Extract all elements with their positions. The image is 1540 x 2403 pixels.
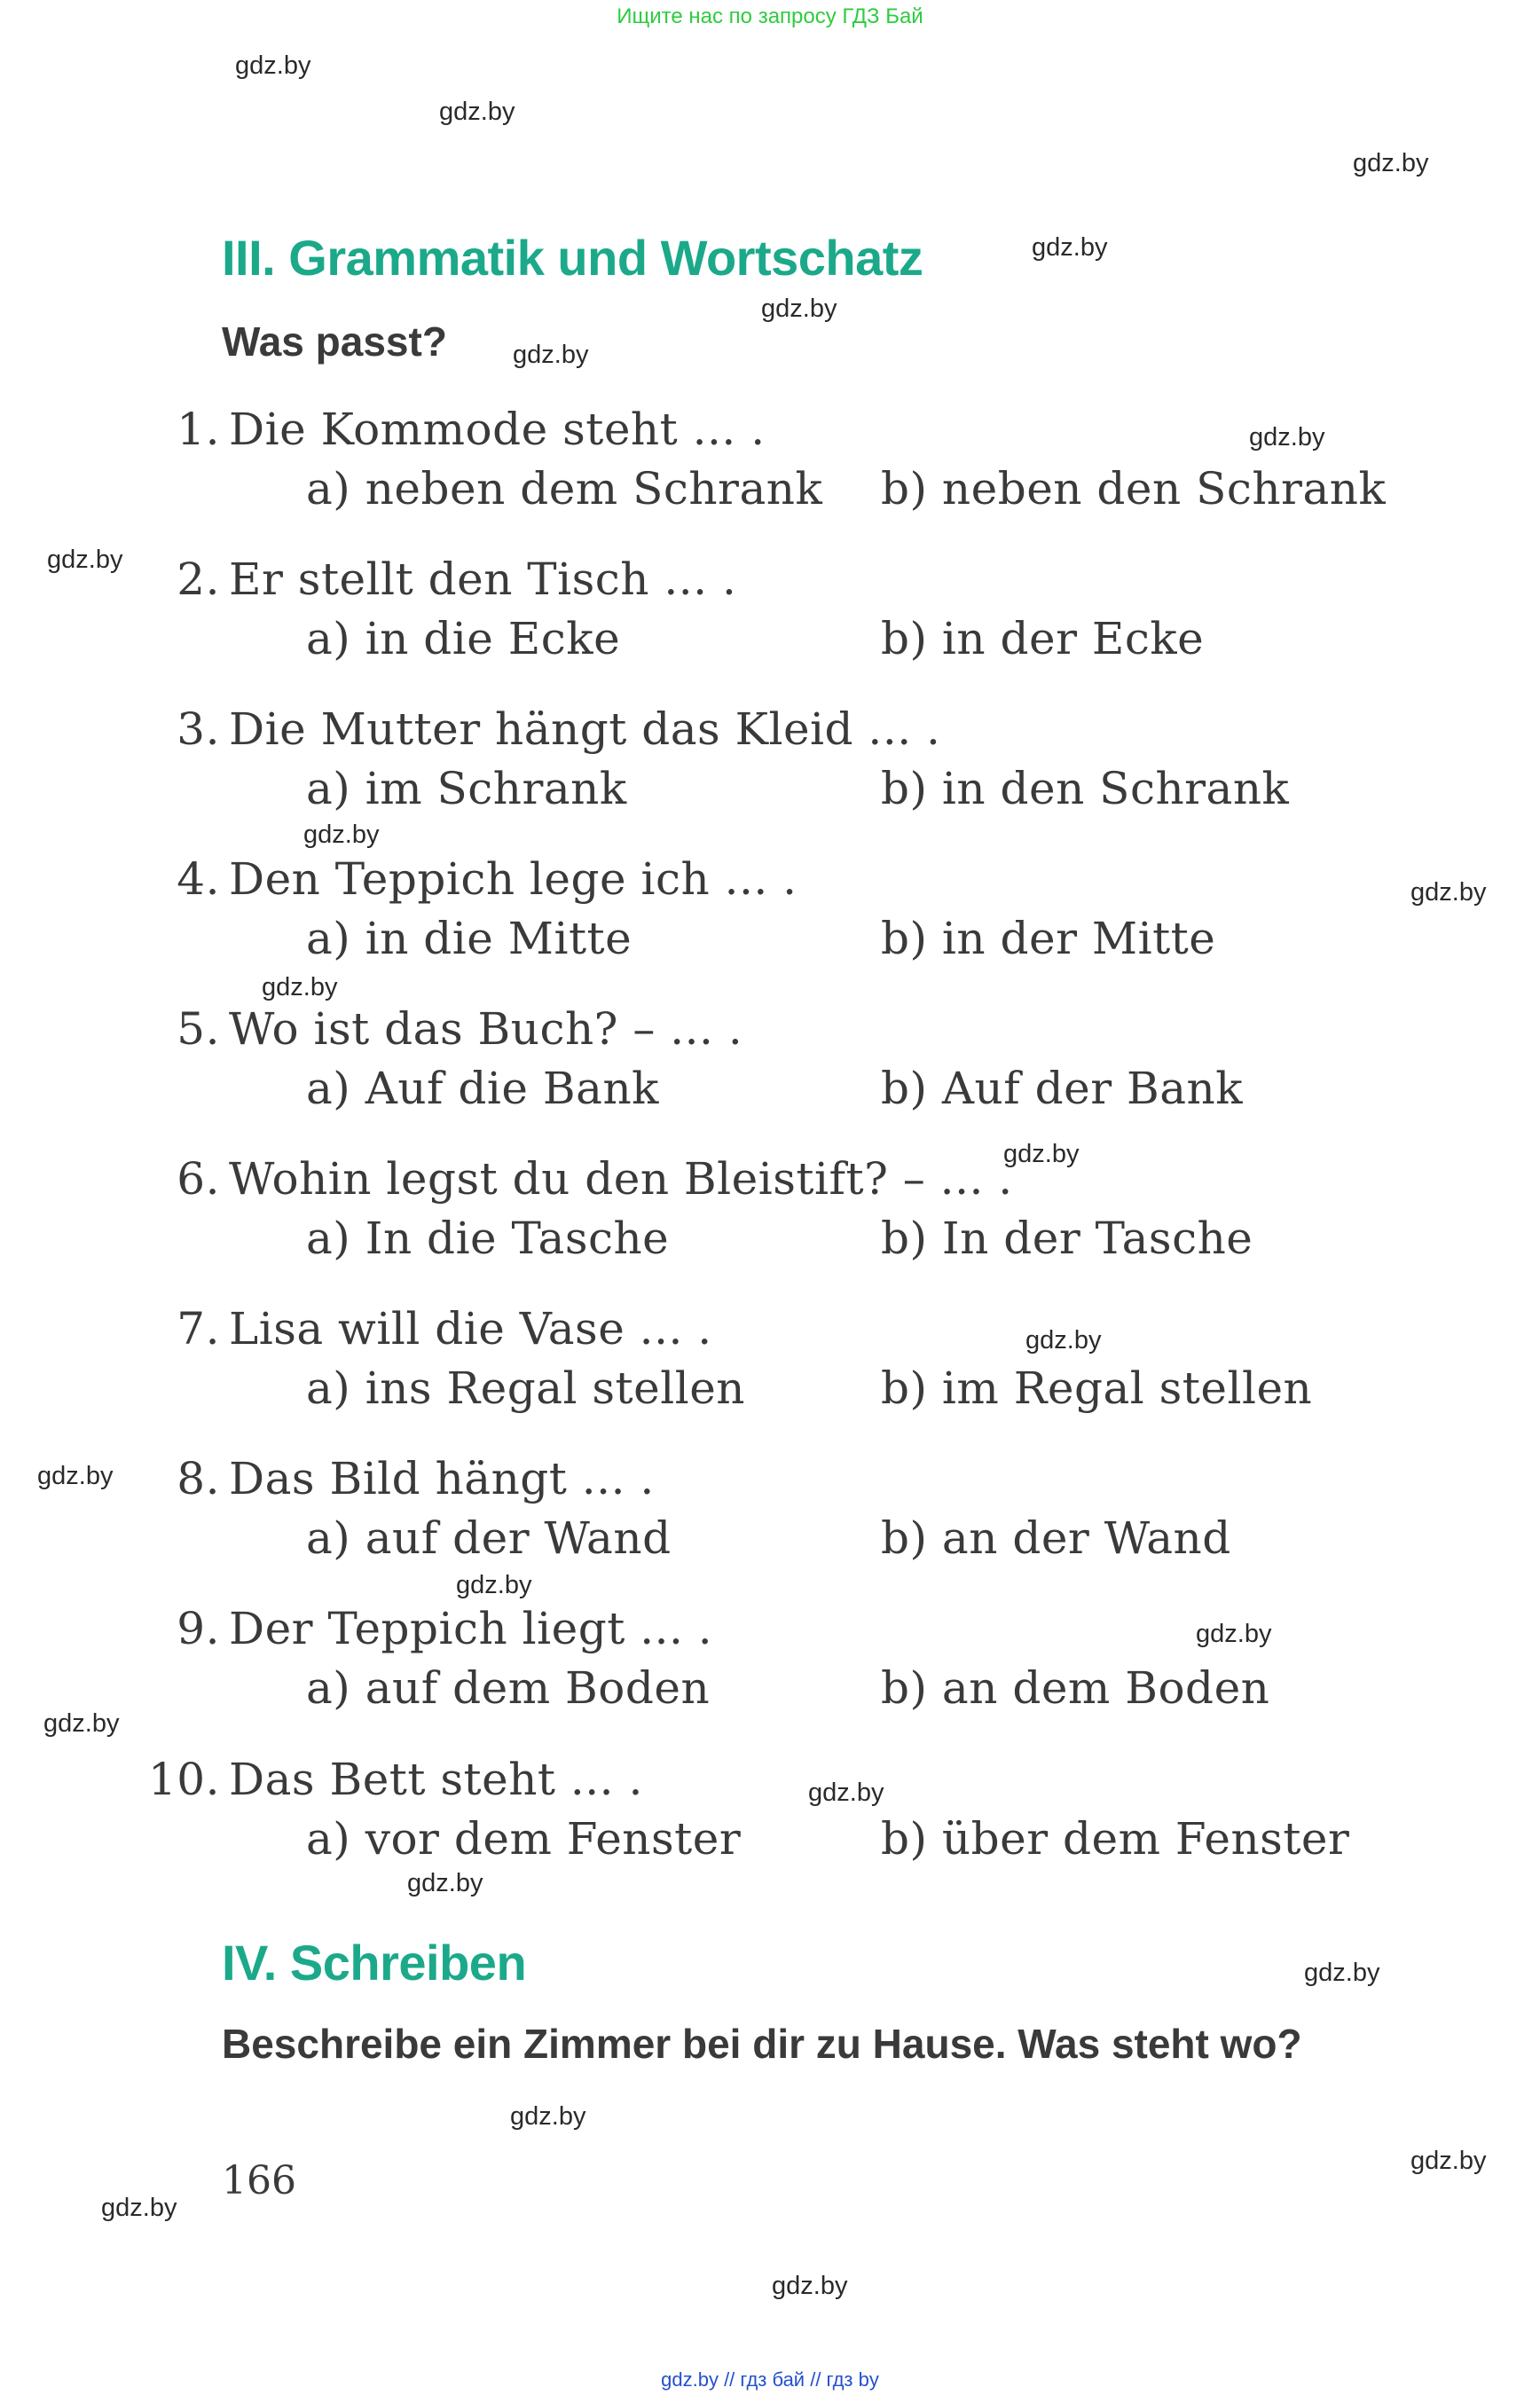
question-number: 7.: [177, 1303, 220, 1355]
question-item: [136, 703, 940, 755]
watermark: gdz.by: [1003, 1140, 1080, 1168]
option-b: b) in der Ecke: [881, 613, 1205, 664]
option-b: b) an der Wand: [881, 1512, 1231, 1564]
question-text: Den Teppich lege ich ... .: [229, 853, 798, 905]
option-a: a) ins Regal stellen: [306, 1362, 746, 1414]
question-number: 8.: [177, 1453, 220, 1504]
question-number: 9.: [177, 1603, 220, 1654]
watermark: gdz.by: [235, 51, 311, 80]
section4-title: IV. Schreiben: [222, 1935, 527, 1991]
option-a: a) Auf die Bank: [306, 1063, 659, 1114]
question-text: Der Teppich liegt ... .: [229, 1603, 713, 1654]
watermark: gdz.by: [407, 1869, 483, 1897]
watermark: gdz.by: [1249, 423, 1325, 452]
option-a: a) vor dem Fenster: [306, 1813, 742, 1865]
watermark: gdz.by: [1410, 878, 1487, 907]
watermark: gdz.by: [456, 1571, 532, 1599]
watermark: gdz.by: [439, 98, 515, 126]
question-number: 4.: [177, 853, 220, 905]
watermark: gdz.by: [1196, 1620, 1272, 1648]
watermark: gdz.by: [1025, 1326, 1102, 1355]
watermark: gdz.by: [262, 973, 338, 1001]
option-b: b) in der Mitte: [881, 913, 1216, 964]
question-item: [136, 554, 736, 605]
watermark: gdz.by: [510, 2102, 586, 2131]
watermark: gdz.by: [47, 546, 123, 574]
option-a: a) auf dem Boden: [306, 1662, 711, 1714]
watermark: gdz.by: [303, 821, 380, 849]
question-text: Wo ist das Buch? – ... .: [229, 1003, 743, 1055]
question-number: 5.: [177, 1003, 220, 1055]
watermark: gdz.by: [101, 2194, 177, 2222]
option-b: b) In der Tasche: [881, 1213, 1253, 1264]
top-banner[interactable]: Ищите нас по запросу ГДЗ Бай: [617, 4, 923, 28]
option-b: b) Auf der Bank: [881, 1063, 1244, 1114]
watermark: gdz.by: [1353, 149, 1429, 177]
question-number: 3.: [177, 703, 220, 755]
option-a: a) neben dem Schrank: [306, 463, 823, 514]
watermark: gdz.by: [761, 294, 837, 323]
watermark: gdz.by: [1410, 2147, 1487, 2175]
question-item: [136, 1453, 655, 1504]
question-number: 2.: [177, 554, 220, 605]
watermark: gdz.by: [1304, 1959, 1380, 1987]
option-b: b) an dem Boden: [881, 1662, 1270, 1714]
question-item: [136, 1603, 712, 1654]
option-b: b) im Regal stellen: [881, 1362, 1313, 1414]
question-text: Das Bett steht ... .: [229, 1754, 643, 1805]
option-a: a) in die Ecke: [306, 613, 621, 664]
option-a: a) im Schrank: [306, 763, 627, 814]
watermark: gdz.by: [513, 341, 589, 369]
watermark: gdz.by: [1032, 233, 1108, 262]
question-item: [136, 1003, 742, 1055]
section4-task: Beschreibe ein Zimmer bei dir zu Hause. Was steht wo?: [222, 2021, 1302, 2067]
option-b: b) über dem Fenster: [881, 1813, 1350, 1865]
question-item: [136, 404, 766, 455]
option-a: a) In die Tasche: [306, 1213, 670, 1264]
question-item: [136, 1153, 1013, 1205]
question-text: Das Bild hängt ... .: [229, 1453, 655, 1504]
question-item: [136, 853, 798, 905]
question-number: 10.: [147, 1754, 220, 1805]
question-text: Lisa will die Vase ... .: [229, 1303, 712, 1355]
option-a: a) auf der Wand: [306, 1512, 672, 1564]
watermark: gdz.by: [43, 1709, 120, 1738]
question-text: Er stellt den Tisch ... .: [229, 554, 737, 605]
question-text: Wohin legst du den Bleistift? – ... .: [229, 1153, 1013, 1205]
question-text: Die Kommode steht ... .: [229, 404, 766, 455]
footer-links[interactable]: gdz.by // гдз бай // гдз by: [661, 2368, 879, 2391]
watermark: gdz.by: [772, 2272, 848, 2300]
question-text: Die Mutter hängt das Kleid ... .: [229, 703, 941, 755]
question-number: 1.: [177, 404, 220, 455]
option-b: b) neben den Schrank: [881, 463, 1387, 514]
question-item: [136, 1303, 712, 1355]
page-number: 166: [222, 2158, 296, 2203]
question-item: [136, 1754, 643, 1805]
question-number: 6.: [177, 1153, 220, 1205]
watermark: gdz.by: [37, 1462, 114, 1490]
option-a: a) in die Mitte: [306, 913, 632, 964]
section3-subtitle: Was passt?: [222, 318, 447, 365]
section3-title: III. Grammatik und Wortschatz: [222, 230, 923, 286]
option-b: b) in den Schrank: [881, 763, 1290, 814]
watermark: gdz.by: [808, 1779, 884, 1807]
